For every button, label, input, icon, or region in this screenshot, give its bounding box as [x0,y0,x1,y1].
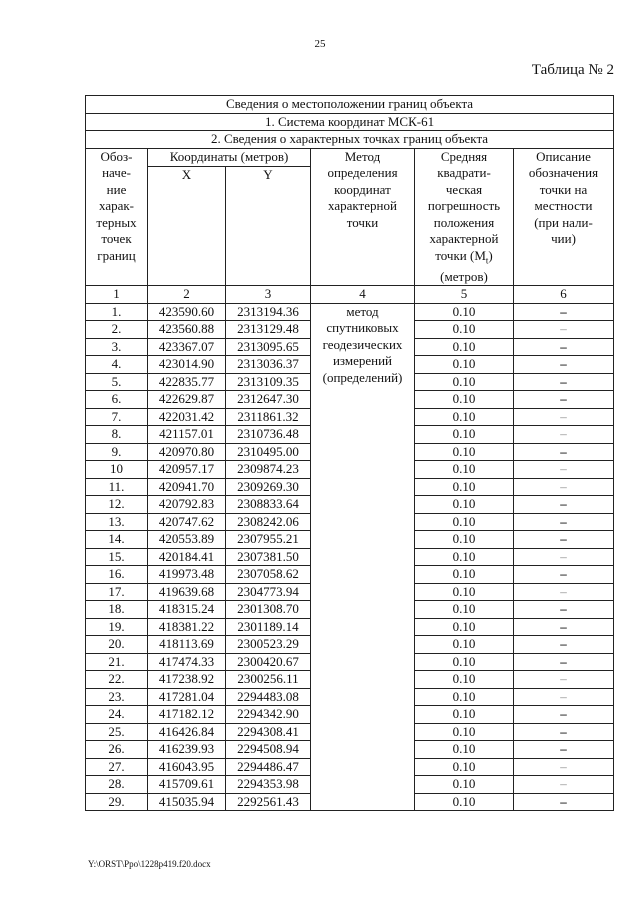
point-number: 24. [86,706,148,724]
coordinate-y: 2301308.70 [226,601,311,619]
column-number: 6 [514,286,614,304]
header-point-designation [86,148,148,286]
header-line: характерной [328,198,397,213]
header-line: границ [97,247,136,263]
mean-error: 0.10 [415,671,514,689]
description-dash: – [514,706,614,724]
mean-error: 0.10 [415,303,514,321]
header-line: характерной [429,231,499,246]
coordinate-x: 420747.62 [148,513,226,531]
mean-error: 0.10 [415,373,514,391]
header-coordinates: Координаты (метров) [148,148,311,167]
description-dash: – [514,776,614,794]
coordinate-y: 2301189.14 [226,618,311,636]
coordinate-x: 415035.94 [148,793,226,811]
header-line: координат [334,181,391,197]
description-dash: – [514,636,614,654]
coordinate-x: 416239.93 [148,741,226,759]
coordinate-x: 423560.88 [148,321,226,339]
coordinate-x: 417238.92 [148,671,226,689]
point-number: 16. [86,566,148,584]
coordinate-x: 418381.22 [148,618,226,636]
coordinate-x: 417182.12 [148,706,226,724]
coordinate-y: 2294342.90 [226,706,311,724]
table-caption: Таблица № 2 [531,62,614,78]
point-number: 2. [86,321,148,339]
coordinate-x: 416426.84 [148,723,226,741]
header-line: чии) [551,231,576,246]
coordinate-y: 2307955.21 [226,531,311,549]
mean-error: 0.10 [415,618,514,636]
method-cell [311,303,415,811]
coordinate-x: 422835.77 [148,373,226,391]
header-line: погрешность [427,198,501,213]
point-number: 26. [86,741,148,759]
coordinate-x: 417474.33 [148,653,226,671]
description-dash: – [514,513,614,531]
description-dash: – [514,653,614,671]
point-number: 23. [86,688,148,706]
coordinate-y: 2308242.06 [226,513,311,531]
header-line: положения [433,214,495,230]
point-number: 4. [86,356,148,374]
description-dash: – [514,688,614,706]
header-line: квадрати- [437,165,491,180]
point-number: 28. [86,776,148,794]
mean-error: 0.10 [415,321,514,339]
description-dash: – [514,426,614,444]
method-line: спутниковых [326,320,399,336]
mean-error: 0.10 [415,601,514,619]
coordinate-y: 2294508.94 [226,741,311,759]
header-line: Обоз- [100,148,133,164]
header-line: точки $(M_t)$ [435,247,493,266]
coordinate-x: 423367.07 [148,338,226,356]
mean-error: 0.10 [415,391,514,409]
coordinate-x: 422629.87 [148,391,226,409]
description-dash: – [514,793,614,811]
description-dash: – [514,496,614,514]
header-x: X [148,167,226,286]
mean-error: 0.10 [415,706,514,724]
coordinate-x: 419973.48 [148,566,226,584]
point-number: 15. [86,548,148,566]
mean-error: 0.10 [415,688,514,706]
description-dash: – [514,478,614,496]
column-number: 5 [415,286,514,304]
file-path-footer: Y:\ORST\Ppo\1228p419.f20.docx [88,859,211,869]
point-number: 14. [86,531,148,549]
point-number: 22. [86,671,148,689]
mean-error: 0.10 [415,513,514,531]
method-line: геодезических [322,336,403,352]
method-line: измерений [332,353,393,369]
coordinate-y: 2309269.30 [226,478,311,496]
coordinate-y: 2312647.30 [226,391,311,409]
point-number: 29. [86,793,148,811]
mean-error: 0.10 [415,443,514,461]
header-error [415,148,514,286]
mean-error: 0.10 [415,478,514,496]
mean-error: 0.10 [415,653,514,671]
section-title: 2. Сведения о характерных точках границ объекта [86,131,614,149]
header-line: Описание [536,148,591,164]
description-dash: – [514,548,614,566]
header-line: наче- [102,165,131,180]
mean-error: 0.10 [415,583,514,601]
mean-error: 0.10 [415,496,514,514]
header-line: (при нали- [534,214,593,230]
point-number: 8. [86,426,148,444]
mean-error: 0.10 [415,776,514,794]
header-line: точек [101,231,132,246]
coordinate-x: 420792.83 [148,496,226,514]
description-dash: – [514,391,614,409]
coordinate-y: 2310495.00 [226,443,311,461]
mean-error: 0.10 [415,741,514,759]
mean-error: 0.10 [415,461,514,479]
coordinate-y: 2304773.94 [226,583,311,601]
header-y: Y [226,167,311,286]
point-number: 3. [86,338,148,356]
point-number: 21. [86,653,148,671]
coordinate-x: 421157.01 [148,426,226,444]
point-number: 25. [86,723,148,741]
description-dash: – [514,741,614,759]
point-number: 20. [86,636,148,654]
description-dash: – [514,303,614,321]
description-dash: – [514,723,614,741]
description-dash: – [514,566,614,584]
column-number: 4 [311,286,415,304]
coordinate-x: 422031.42 [148,408,226,426]
header-line: Метод [344,148,381,164]
coordinate-x: 420941.70 [148,478,226,496]
mean-error: 0.10 [415,408,514,426]
coordinate-y: 2307381.50 [226,548,311,566]
description-dash: – [514,408,614,426]
method-line: (определений) [322,369,403,385]
coordinate-x: 423014.90 [148,356,226,374]
coordinate-x: 423590.60 [148,303,226,321]
mean-error: 0.10 [415,356,514,374]
point-number: 12. [86,496,148,514]
header-line: точки [346,214,379,230]
column-number: 3 [226,286,311,304]
column-number: 1 [86,286,148,304]
header-line: (метров) [440,268,488,284]
coordinate-x: 419639.68 [148,583,226,601]
coordinate-y: 2300420.67 [226,653,311,671]
coordinate-y: 2307058.62 [226,566,311,584]
page-number: 25 [314,38,326,50]
coordinate-y: 2313095.65 [226,338,311,356]
description-dash: – [514,618,614,636]
method-line: метод [346,303,379,319]
coordinate-y: 2313194.36 [226,303,311,321]
header-line: точки на [539,181,588,197]
coordinate-y: 2292561.43 [226,793,311,811]
point-number: 10 [86,461,148,479]
header-line: местности [534,198,593,213]
coordinate-x: 415709.61 [148,776,226,794]
point-number: 18. [86,601,148,619]
description-dash: – [514,373,614,391]
mean-error: 0.10 [415,566,514,584]
description-dash: – [514,461,614,479]
table-row [86,303,614,321]
mean-error: 0.10 [415,548,514,566]
point-number: 13. [86,513,148,531]
header-line: харак- [98,198,134,213]
header-line: Средняя [440,148,488,164]
description-dash: – [514,443,614,461]
coordinate-y: 2313129.48 [226,321,311,339]
table-title: Сведения о местоположении границ объекта [86,96,614,114]
column-number: 2 [148,286,226,304]
header-line: обозначения [528,165,599,180]
point-number: 19. [86,618,148,636]
point-number: 17. [86,583,148,601]
description-dash: – [514,671,614,689]
point-number: 1. [86,303,148,321]
coordinate-y: 2294483.08 [226,688,311,706]
mean-error: 0.10 [415,793,514,811]
coordinate-system: 1. Система координат МСК-61 [86,113,614,131]
mean-error: 0.10 [415,338,514,356]
coordinate-x: 420184.41 [148,548,226,566]
point-number: 11. [86,478,148,496]
coordinate-x: 416043.95 [148,758,226,776]
mean-error: 0.10 [415,723,514,741]
description-dash: – [514,758,614,776]
point-number: 9. [86,443,148,461]
coordinate-x: 418315.24 [148,601,226,619]
point-number: 6. [86,391,148,409]
mean-error: 0.10 [415,758,514,776]
coordinate-y: 2313036.37 [226,356,311,374]
boundary-points-table [85,95,614,811]
coordinate-y: 2310736.48 [226,426,311,444]
description-dash: – [514,321,614,339]
point-number: 7. [86,408,148,426]
coordinate-x: 417281.04 [148,688,226,706]
coordinate-x: 420553.89 [148,531,226,549]
point-number: 27. [86,758,148,776]
coordinate-y: 2308833.64 [226,496,311,514]
header-method [311,148,415,286]
header-line: определения [327,165,398,180]
header-description [514,148,614,286]
coordinate-y: 2309874.23 [226,461,311,479]
header-line: терных [96,214,137,230]
mean-error: 0.10 [415,426,514,444]
point-number: 5. [86,373,148,391]
mean-error: 0.10 [415,531,514,549]
description-dash: – [514,583,614,601]
coordinate-y: 2313109.35 [226,373,311,391]
description-dash: – [514,338,614,356]
description-dash: – [514,356,614,374]
coordinate-y: 2311861.32 [226,408,311,426]
coordinate-y: 2300523.29 [226,636,311,654]
coordinate-y: 2294353.98 [226,776,311,794]
header-line: ние [106,181,127,197]
coordinate-x: 420957.17 [148,461,226,479]
mean-error: 0.10 [415,636,514,654]
coordinate-y: 2300256.11 [226,671,311,689]
description-dash: – [514,531,614,549]
coordinate-y: 2294308.41 [226,723,311,741]
coordinate-y: 2294486.47 [226,758,311,776]
coordinate-x: 420970.80 [148,443,226,461]
description-dash: – [514,601,614,619]
coordinate-x: 418113.69 [148,636,226,654]
header-line: ческая [445,181,483,197]
